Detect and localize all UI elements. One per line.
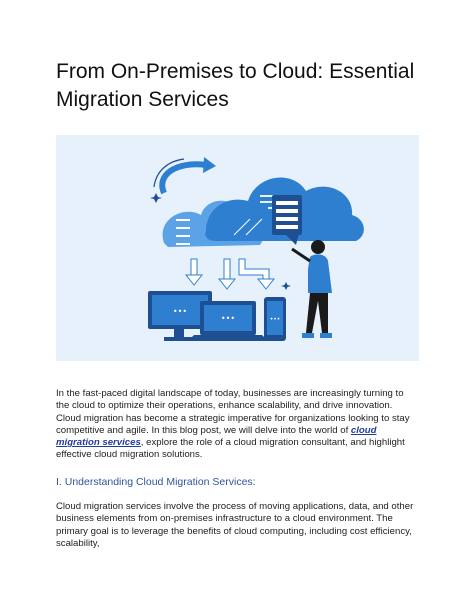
svg-text:•••: ••• [269, 316, 281, 323]
intro-paragraph [56, 388, 419, 462]
hero-illustration [56, 135, 419, 361]
intro-text-after-link: , explore the role of a cloud migration consultant, and highlight effective cloud migration solutions. [56, 437, 405, 461]
svg-text:•••: ••• [172, 307, 188, 316]
section-body-paragraph: Cloud migration services involve the process of moving applications, data, and other business elements from on-premises infrastructure to a cloud environment. The primary goal is to leverage the benefits of cloud computing, including cost efficiency, scalability, [56, 501, 414, 549]
document-title [56, 58, 436, 114]
curved-arrow-icon [154, 157, 216, 193]
title-line-1: From On-Premises to Cloud: Essential [56, 60, 415, 83]
down-arrows-icon [186, 259, 274, 289]
laptop-icon [188, 301, 268, 341]
intro-text-before-link: In the fast-paced digital landscape of today, businesses are increasingly turning to the cloud to optimize their operations, enhance scalability, and drive innovation. Cloud migration has become a strategic imperative for organizations looking to stay competitive and agile. In this blog post, we will delve into the world of [56, 388, 410, 436]
person-figure [282, 229, 332, 338]
smartphone-icon [264, 297, 286, 341]
title-line-2: Migration Services [56, 88, 229, 111]
server-stack-icon [272, 195, 302, 235]
cloud-migration-services-link[interactable]: cloud migration services [56, 424, 377, 449]
section-heading: I. Understanding Cloud Migration Services: [56, 476, 256, 488]
svg-text:•••: ••• [220, 314, 236, 323]
